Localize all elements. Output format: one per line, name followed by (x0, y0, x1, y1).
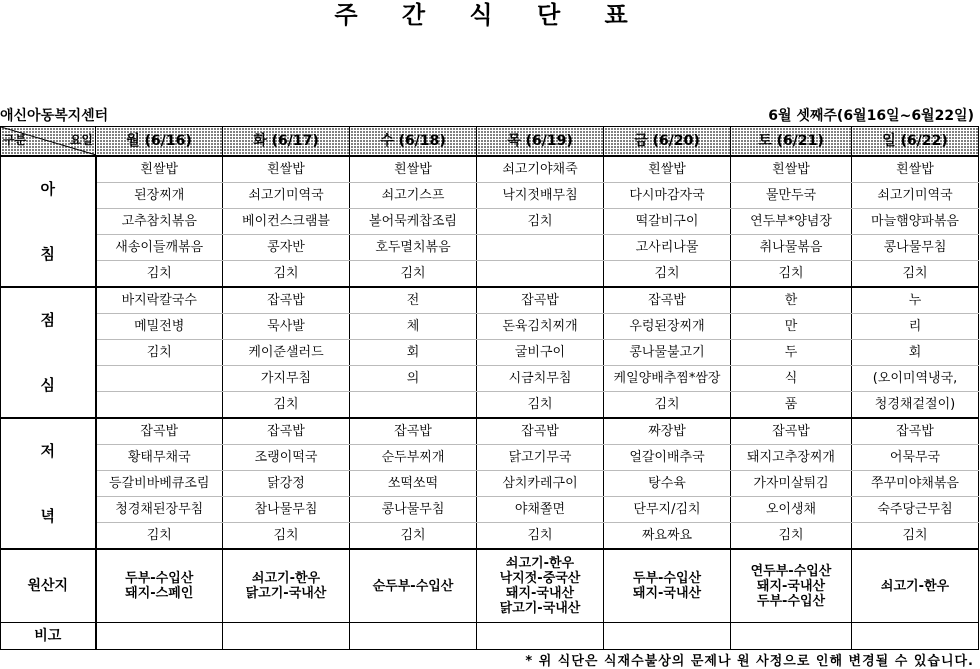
menu-item: (오이미역냉국, (852, 366, 979, 392)
origin-line: 쇠고기-한우 (251, 571, 321, 586)
menu-item: 짜요짜요 (604, 523, 731, 550)
menu-item: 김치 (96, 523, 223, 550)
menu-item: 김치 (223, 392, 350, 419)
origin-line: 돼지-국내산 (756, 578, 826, 594)
origin-row (1, 549, 979, 623)
menu-item: 짜장밥 (604, 418, 731, 445)
menu-row (1, 523, 979, 550)
menu-item: 케일양배추찜*쌈장 (604, 366, 731, 392)
menu-item: 돼지고추장찌개 (731, 445, 852, 471)
menu-row (1, 340, 979, 366)
meal-label (1, 287, 96, 418)
menu-row (1, 235, 979, 261)
menu-item: 마늘햄양파볶음 (852, 209, 979, 235)
menu-item: 된장찌개 (96, 183, 223, 209)
footnote: * 위 식단은 식재수불상의 문제나 원 사정으로 인해 변경될 수 있습니다. (525, 654, 974, 669)
menu-item: 의 (350, 366, 477, 392)
menu-row (1, 497, 979, 523)
menu-item: 쇠고기야채죽 (477, 156, 604, 183)
menu-item: 김치 (350, 261, 477, 288)
menu-item (96, 392, 223, 419)
menu-item: 흰쌀밥 (223, 156, 350, 183)
menu-item: 단무지/김치 (604, 497, 731, 523)
menu-item: 누 (852, 287, 979, 314)
menu-item: 김치 (731, 261, 852, 288)
menu-item: 쇠고기미역국 (852, 183, 979, 209)
menu-item: 회 (852, 340, 979, 366)
menu-row (1, 314, 979, 340)
note-cell (852, 623, 979, 650)
menu-item: 잡곡밥 (223, 418, 350, 445)
organization-name: 애신아동복지센터 (0, 108, 109, 124)
origin-cell (96, 549, 223, 623)
origin-cell (350, 549, 477, 623)
menu-item: 쭈꾸미야채볶음 (852, 471, 979, 497)
menu-item: 잡곡밥 (604, 287, 731, 314)
header-row (1, 127, 979, 157)
origin-line: 두부-수입산 (632, 571, 702, 586)
day-header: 화 (6/17) (223, 127, 350, 157)
menu-item: 연두부*양념장 (731, 209, 852, 235)
menu-item: 쏘떡쏘떡 (350, 471, 477, 497)
menu-item: 흰쌀밥 (350, 156, 477, 183)
origin-line: 연두부-수입산 (750, 563, 832, 579)
menu-item: 김치 (477, 523, 604, 550)
day-header: 토 (6/21) (731, 127, 852, 157)
menu-item: 닭강정 (223, 471, 350, 497)
meal-label-bottom: 녁 (40, 506, 55, 525)
origin-line: 쇠고기-한우 (880, 578, 950, 594)
menu-item: 체 (350, 314, 477, 340)
origin-line: 낙지젓-중국산 (499, 571, 581, 586)
origin-line: 돼지-스페인 (125, 586, 194, 601)
menu-period: 6월 셋째주(6월16일~6월22일) (768, 108, 974, 124)
menu-item: 가지무침 (223, 366, 350, 392)
menu-item: 김치 (852, 523, 979, 550)
menu-row (1, 261, 979, 288)
menu-item: 김치 (852, 261, 979, 288)
menu-item: 김치 (96, 261, 223, 288)
menu-item: 회 (350, 340, 477, 366)
corner-label-day: 요일 (69, 133, 93, 147)
origin-line: 쇠고기-한우 (505, 556, 575, 571)
menu-item (350, 392, 477, 419)
day-header: 금 (6/20) (604, 127, 731, 157)
menu-item: 숙주당근무침 (852, 497, 979, 523)
note-cell (223, 623, 350, 650)
meal-label-top: 점 (40, 311, 55, 330)
origin-label: 원산지 (1, 549, 96, 623)
corner-header (1, 127, 96, 157)
origin-cell (604, 549, 731, 623)
menu-item: 리 (852, 314, 979, 340)
menu-item: 어묵무국 (852, 445, 979, 471)
menu-item: 순두부찌개 (350, 445, 477, 471)
menu-item: 바지락칼국수 (96, 287, 223, 314)
menu-item: 메밀전병 (96, 314, 223, 340)
menu-item: 콩자반 (223, 235, 350, 261)
menu-item: 조랭이떡국 (223, 445, 350, 471)
note-cell (477, 623, 604, 650)
menu-item: 품 (731, 392, 852, 419)
menu-item: 잡곡밥 (350, 418, 477, 445)
origin-cell (223, 549, 350, 623)
origin-line: 닭고기-국내산 (499, 601, 581, 616)
menu-item: 야채쫄면 (477, 497, 604, 523)
menu-item: 떡갈비구이 (604, 209, 731, 235)
menu-item: 김치 (223, 261, 350, 288)
menu-item: 쇠고기스프 (350, 183, 477, 209)
day-header: 일 (6/22) (852, 127, 979, 157)
menu-item: 케이준샐러드 (223, 340, 350, 366)
menu-item: 시금치무침 (477, 366, 604, 392)
menu-item: 고추참치볶음 (96, 209, 223, 235)
menu-item: 콩나물무침 (350, 497, 477, 523)
origin-cell (731, 549, 852, 623)
menu-item: 오이생채 (731, 497, 852, 523)
menu-item: 닭고기무국 (477, 445, 604, 471)
origin-cell (852, 549, 979, 623)
meal-label-top: 저 (40, 442, 55, 461)
menu-item: 황태무채국 (96, 445, 223, 471)
note-row (1, 623, 979, 650)
menu-item: 다시마감자국 (604, 183, 731, 209)
menu-item: 등갈비바베큐조림 (96, 471, 223, 497)
menu-item: 잡곡밥 (731, 418, 852, 445)
menu-item: 김치 (604, 392, 731, 419)
meal-label-bottom: 심 (40, 375, 55, 394)
menu-item: 삼치카레구이 (477, 471, 604, 497)
menu-item: 쇠고기미역국 (223, 183, 350, 209)
menu-item: 잡곡밥 (477, 418, 604, 445)
menu-item: 김치 (96, 340, 223, 366)
menu-item: 얼갈이배추국 (604, 445, 731, 471)
menu-item: 전 (350, 287, 477, 314)
note-label: 비고 (1, 623, 96, 650)
menu-row (1, 445, 979, 471)
menu-row (1, 209, 979, 235)
origin-line: 돼지-국내산 (632, 586, 702, 601)
note-cell (604, 623, 731, 650)
menu-item (96, 366, 223, 392)
meal-label-bottom: 침 (40, 244, 55, 263)
menu-item: 콩나물무침 (852, 235, 979, 261)
day-header: 수 (6/18) (350, 127, 477, 157)
menu-row (1, 418, 979, 445)
menu-item: 굴비구이 (477, 340, 604, 366)
menu-item: 잡곡밥 (223, 287, 350, 314)
origin-line: 닭고기-국내산 (245, 586, 327, 601)
menu-row (1, 156, 979, 183)
menu-item: 김치 (731, 523, 852, 550)
menu-item (477, 261, 604, 288)
menu-item: 김치 (223, 523, 350, 550)
day-header: 목 (6/19) (477, 127, 604, 157)
weekly-menu-table (0, 126, 979, 650)
menu-item: 취나물볶음 (731, 235, 852, 261)
menu-row (1, 471, 979, 497)
menu-item: 흰쌀밥 (852, 156, 979, 183)
menu-item: 청경채된장무침 (96, 497, 223, 523)
menu-row (1, 287, 979, 314)
menu-item: 두 (731, 340, 852, 366)
menu-item: 베이컨스크램블 (223, 209, 350, 235)
menu-row (1, 392, 979, 419)
corner-label-category: 구분 (3, 133, 27, 147)
note-cell (350, 623, 477, 650)
origin-cell (477, 549, 604, 623)
menu-item: 흰쌀밥 (731, 156, 852, 183)
menu-item: 묵사발 (223, 314, 350, 340)
menu-item: 잡곡밥 (96, 418, 223, 445)
menu-item: 호두멸치볶음 (350, 235, 477, 261)
origin-line: 두부-수입산 (756, 593, 826, 609)
menu-item: 볼어묵케찹조림 (350, 209, 477, 235)
menu-item: 잡곡밥 (477, 287, 604, 314)
menu-item: 식 (731, 366, 852, 392)
origin-line: 순두부-수입산 (372, 578, 454, 594)
menu-row (1, 183, 979, 209)
menu-item: 김치 (477, 209, 604, 235)
menu-item: 탕수육 (604, 471, 731, 497)
menu-item: 흰쌀밥 (96, 156, 223, 183)
menu-item: 고사리나물 (604, 235, 731, 261)
menu-item: 김치 (350, 523, 477, 550)
menu-item: 한 (731, 287, 852, 314)
meal-label (1, 156, 96, 287)
page-title: 주 간 식 단 표 (334, 1, 646, 29)
menu-item: 만 (731, 314, 852, 340)
menu-item: 새송이들깨볶음 (96, 235, 223, 261)
menu-item: 흰쌀밥 (604, 156, 731, 183)
menu-item: 가자미살튀김 (731, 471, 852, 497)
origin-line: 돼지-국내산 (505, 586, 575, 601)
note-cell (731, 623, 852, 650)
menu-item: 잡곡밥 (852, 418, 979, 445)
menu-item: 물만두국 (731, 183, 852, 209)
menu-item: 낙지젓배무침 (477, 183, 604, 209)
note-cell (96, 623, 223, 650)
menu-row (1, 366, 979, 392)
meal-label (1, 418, 96, 549)
menu-item: 콩나물불고기 (604, 340, 731, 366)
day-header: 월 (6/16) (96, 127, 223, 157)
menu-item (477, 235, 604, 261)
origin-line: 두부-수입산 (125, 571, 194, 586)
menu-item: 돈육김치찌개 (477, 314, 604, 340)
menu-item: 청경채겉절이) (852, 392, 979, 419)
meal-label-top: 아 (40, 180, 55, 199)
menu-item: 김치 (604, 261, 731, 288)
menu-item: 우렁된장찌개 (604, 314, 731, 340)
menu-item: 참나물무침 (223, 497, 350, 523)
menu-item: 김치 (477, 392, 604, 419)
